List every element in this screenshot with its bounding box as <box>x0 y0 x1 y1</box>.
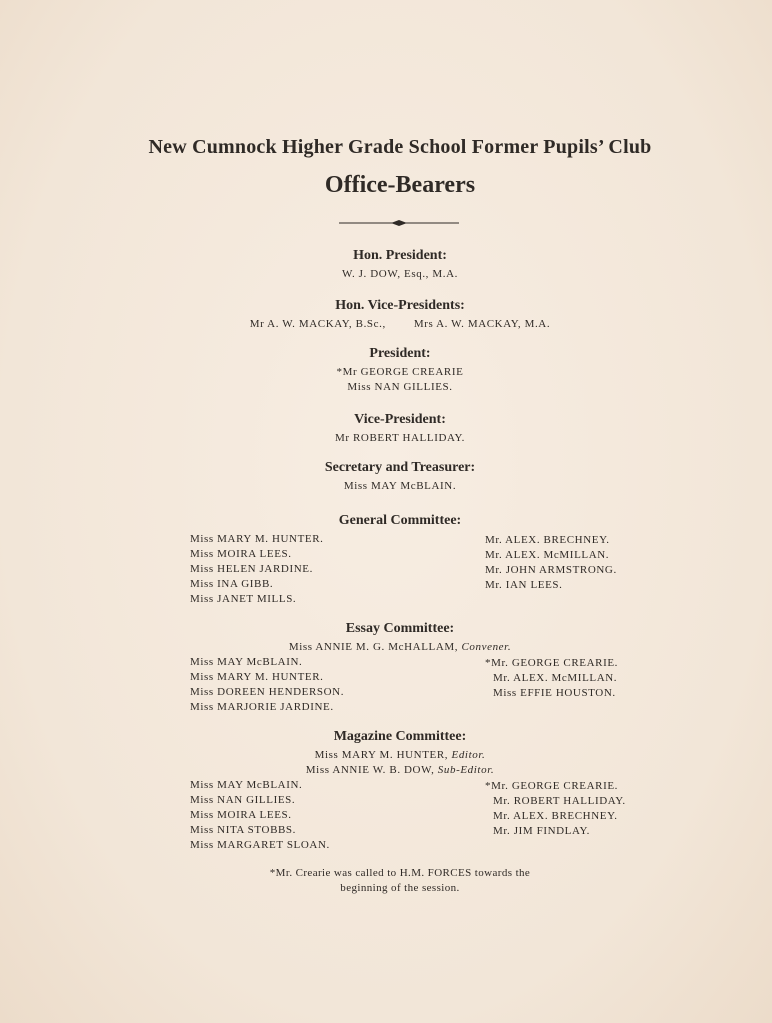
magazine-editor <box>0 748 772 763</box>
essay-committee-section <box>0 621 772 655</box>
committee-member: Miss MOIRA LEES. <box>190 548 292 560</box>
committee-member: Miss HELEN JARDINE. <box>190 563 313 575</box>
magazine-editor-role: Editor. <box>451 749 486 761</box>
committee-member: Miss DOREEN HENDERSON. <box>190 686 345 698</box>
hon-vice-presidents-names <box>0 317 772 332</box>
essay-convener-role: Convener. <box>461 641 512 653</box>
hon-vice-presidents-heading: Hon. Vice-Presidents: <box>335 298 465 313</box>
president-section <box>0 346 772 395</box>
footnote-line: *Mr. Crearie was called to H.M. FORCES towards the <box>269 867 531 879</box>
committee-member: Miss MAY McBLAIN. <box>190 779 303 791</box>
page-subtitle: Office-Bearers <box>324 172 476 198</box>
hon-vice-presidents-section <box>0 298 772 332</box>
essay-convener-name: Miss ANNIE M. G. McHALLAM, <box>288 641 459 653</box>
magazine-committee-left-column <box>190 778 330 853</box>
committee-member: Miss EFFIE HOUSTON. <box>493 687 616 699</box>
divider-ornament <box>339 218 459 228</box>
general-committee-left-column <box>190 532 324 607</box>
committee-member: Mr. JOHN ARMSTRONG. <box>485 564 617 576</box>
committee-member: Miss NAN GILLIES. <box>190 794 296 806</box>
hon-president-name: W. J. DOW, Esq., M.A. <box>342 268 458 280</box>
committee-member: Mr. JIM FINDLAY. <box>493 825 591 837</box>
hon-vice-president-name: Mr A. W. MACKAY, B.Sc., <box>249 318 386 330</box>
committee-member: *Mr. GEORGE CREARIE. <box>485 657 618 669</box>
hon-president-heading: Hon. President: <box>353 248 447 263</box>
magazine-editor-name: Miss MARY M. HUNTER, <box>314 749 449 761</box>
president-heading: President: <box>369 346 431 361</box>
magazine-committee-section <box>0 729 772 778</box>
secretary-heading: Secretary and Treasurer: <box>324 460 476 475</box>
committee-member: Mr. ALEX. McMILLAN. <box>493 672 618 684</box>
committee-member: Mr. IAN LEES. <box>485 579 563 591</box>
essay-committee-left-column <box>190 655 344 715</box>
essay-convener <box>0 640 772 655</box>
committee-member: Miss NITA STOBBS. <box>190 824 297 836</box>
general-committee-heading: General Committee: <box>338 513 462 528</box>
footnote-line: beginning of the session. <box>340 882 460 894</box>
committee-member: Mr. ROBERT HALLIDAY. <box>493 795 626 807</box>
secretary-section <box>0 460 772 494</box>
committee-member: Miss MARGARET SLOAN. <box>190 839 330 851</box>
committee-member: Miss MAY McBLAIN. <box>190 656 303 668</box>
vice-president-heading: Vice-President: <box>354 412 446 427</box>
vice-president-name: Mr ROBERT HALLIDAY. <box>334 432 466 444</box>
committee-member: Miss MOIRA LEES. <box>190 809 292 821</box>
committee-member: Miss MARY M. HUNTER. <box>190 533 324 545</box>
vice-president-section <box>0 412 772 446</box>
secretary-name: Miss MAY McBLAIN. <box>343 480 457 492</box>
committee-member: Mr. ALEX. BRECHNEY. <box>485 534 610 546</box>
magazine-sub-editor-name: Miss ANNIE W. B. DOW, <box>305 764 435 776</box>
committee-member: *Mr. GEORGE CREARIE. <box>485 780 618 792</box>
president-name: *Mr GEORGE CREARIE <box>336 366 464 378</box>
magazine-sub-editor <box>0 763 772 778</box>
committee-member: Miss MARY M. HUNTER. <box>190 671 324 683</box>
essay-committee-right-column <box>485 656 618 701</box>
committee-member: Miss MARJORIE JARDINE. <box>190 701 334 713</box>
general-committee-right-column <box>485 533 617 593</box>
president-name: Miss NAN GILLIES. <box>347 381 453 393</box>
magazine-committee-right-column <box>485 779 626 839</box>
page-title: New Cumnock Higher Grade School Former Pupils’ Club <box>148 136 652 158</box>
essay-committee-heading: Essay Committee: <box>345 621 455 636</box>
hon-president-section <box>0 248 772 282</box>
general-committee-section <box>0 513 772 529</box>
magazine-sub-editor-role: Sub-Editor. <box>437 764 495 776</box>
footnote <box>0 866 772 896</box>
committee-member: Miss JANET MILLS. <box>190 593 297 605</box>
magazine-committee-heading: Magazine Committee: <box>333 729 467 744</box>
committee-member: Miss INA GIBB. <box>190 578 274 590</box>
committee-member: Mr. ALEX. McMILLAN. <box>485 549 610 561</box>
hon-vice-president-name: Mrs A. W. MACKAY, M.A. <box>413 318 551 330</box>
committee-member: Mr. ALEX. BRECHNEY. <box>493 810 618 822</box>
